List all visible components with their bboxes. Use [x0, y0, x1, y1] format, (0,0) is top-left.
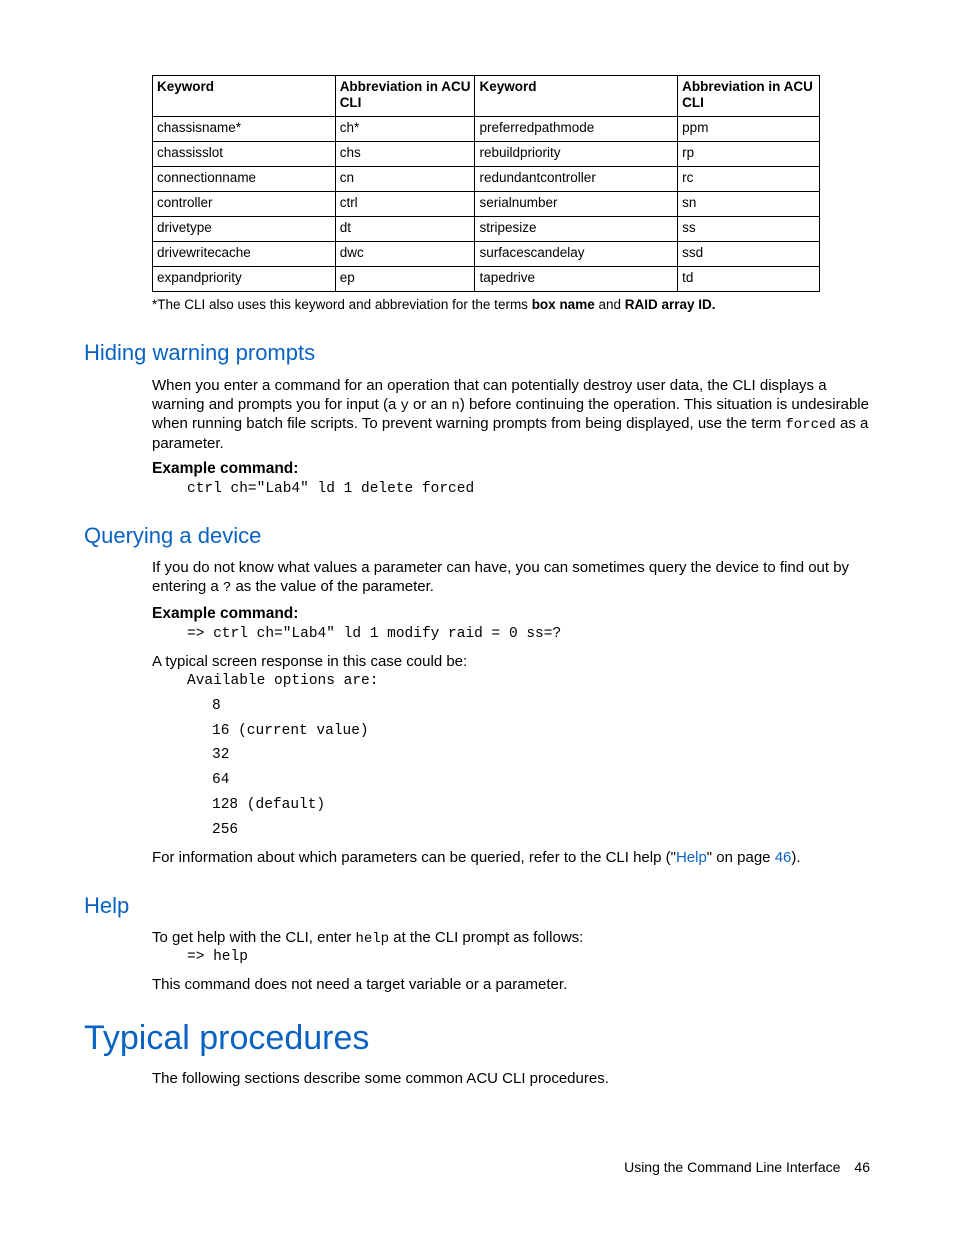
info-text-2: " on page: [706, 849, 775, 866]
heading-hiding-warning-prompts: Hiding warning prompts: [84, 340, 316, 365]
header-keyword-2: Keyword: [475, 76, 678, 117]
option-item: 64: [212, 772, 230, 788]
table-cell: ppm: [678, 117, 820, 142]
table-cell: expandpriority: [153, 267, 336, 292]
option-item: 256: [212, 822, 239, 838]
table-cell: ep: [335, 267, 475, 292]
page-46-link[interactable]: 46: [774, 849, 792, 866]
querying-paragraph: [152, 559, 870, 597]
table-row: [153, 267, 820, 292]
typical-paragraph: The following sections describe some common ACU CLI procedures.: [152, 1070, 609, 1087]
footnote-and: and: [594, 297, 625, 312]
option-item: 8: [212, 698, 221, 714]
table-cell: stripesize: [475, 217, 678, 242]
hiding-text-3: ) before continuing the operation. This situation is undesirable when running batch file scripts. To prevent warning prompts from being displayed, use the term: [152, 395, 869, 432]
help-text-2: at the CLI prompt as follows:: [389, 929, 584, 946]
heading-typical-procedures: Typical procedures: [84, 1019, 370, 1057]
table-cell: ch*: [335, 117, 475, 142]
header-abbreviation-1: Abbreviation in ACU CLI: [335, 76, 475, 117]
hiding-text-2: or an: [408, 395, 452, 413]
info-text-3: ).: [791, 849, 801, 866]
table-row: [153, 167, 820, 192]
querying-example-code: => ctrl ch="Lab4" ld 1 modify raid = 0 ss=?: [187, 626, 562, 642]
table-row: [153, 117, 820, 142]
option-item: 128 (default): [212, 797, 326, 813]
keyword-abbreviation-table: [152, 75, 820, 292]
table-header-row: [153, 76, 820, 117]
table-cell: drivetype: [153, 217, 336, 242]
hiding-forced-literal: forced: [785, 417, 836, 433]
footnote-term-raid-array-id: RAID array ID.: [624, 297, 716, 312]
help-note-paragraph: This command does not need a target variable or a parameter.: [152, 976, 568, 993]
table-row: [153, 192, 820, 217]
table-row: [153, 242, 820, 267]
header-keyword-1: Keyword: [153, 76, 336, 117]
table-cell: surfacescandelay: [475, 242, 678, 267]
table-footnote: [152, 297, 716, 312]
footnote-text: *The CLI also uses this keyword and abbreviation for the terms: [152, 297, 532, 312]
available-options-label: Available options are:: [187, 673, 379, 689]
table-cell: ctrl: [335, 192, 475, 217]
querying-example-label: Example command:: [152, 605, 299, 622]
querying-response-intro: A typical screen response in this case could be:: [152, 653, 468, 670]
table-cell: dwc: [335, 242, 475, 267]
help-link[interactable]: Help: [675, 849, 707, 866]
hiding-example-label: Example command:: [152, 460, 299, 477]
table-cell: dt: [335, 217, 475, 242]
hiding-example-code: ctrl ch="Lab4" ld 1 delete forced: [187, 481, 475, 497]
hiding-y-literal: y: [400, 397, 409, 414]
info-text-1: For information about which parameters can be queried, refer to the CLI help (": [152, 849, 676, 866]
hiding-text-4: as a parameter.: [152, 415, 869, 452]
table-cell: sn: [678, 192, 820, 217]
help-command-literal: help: [355, 931, 390, 947]
table-cell: controller: [153, 192, 336, 217]
table-cell: td: [678, 267, 820, 292]
table-cell: rp: [678, 142, 820, 167]
table-cell: redundantcontroller: [475, 167, 678, 192]
table-cell: rebuildpriority: [475, 142, 678, 167]
table-cell: cn: [335, 167, 475, 192]
help-text-1: To get help with the CLI, enter: [152, 929, 356, 946]
heading-help: Help: [84, 893, 130, 918]
table-cell: chassisslot: [153, 142, 336, 167]
footnote-term-box-name: box name: [531, 297, 595, 312]
querying-text-1: If you do not know what values a parameter can have, you can sometimes query the device to find out by entering a: [152, 559, 850, 595]
hiding-n-literal: n: [451, 397, 460, 414]
option-item: 16 (current value): [212, 723, 369, 739]
table-cell: connectionname: [153, 167, 336, 192]
table-cell: rc: [678, 167, 820, 192]
help-paragraph: [152, 929, 870, 949]
table-cell: chassisname*: [153, 117, 336, 142]
footer-page-number: 46: [854, 1159, 870, 1175]
table-cell: ss: [678, 217, 820, 242]
heading-querying-a-device: Querying a device: [84, 523, 262, 548]
table-row: [153, 142, 820, 167]
querying-info-paragraph: [152, 849, 870, 868]
querying-text-2: as the value of the parameter.: [231, 577, 434, 595]
querying-question-literal: ?: [222, 579, 232, 596]
hiding-paragraph: [152, 377, 870, 453]
option-item: 32: [212, 747, 230, 763]
table-row: [153, 217, 820, 242]
table-cell: chs: [335, 142, 475, 167]
table-cell: tapedrive: [475, 267, 678, 292]
table-cell: preferredpathmode: [475, 117, 678, 142]
table-cell: ssd: [678, 242, 820, 267]
footer-section-title: Using the Command Line Interface: [624, 1159, 841, 1175]
table-cell: drivewritecache: [153, 242, 336, 267]
help-example-code: => help: [187, 949, 248, 965]
table-cell: serialnumber: [475, 192, 678, 217]
hiding-text-1: When you enter a command for an operation that can potentially destroy user data, the CLI displays a warning and prompts you for input (a: [152, 377, 827, 413]
page-footer: [624, 1159, 870, 1175]
header-abbreviation-2: Abbreviation in ACU CLI: [678, 76, 820, 117]
